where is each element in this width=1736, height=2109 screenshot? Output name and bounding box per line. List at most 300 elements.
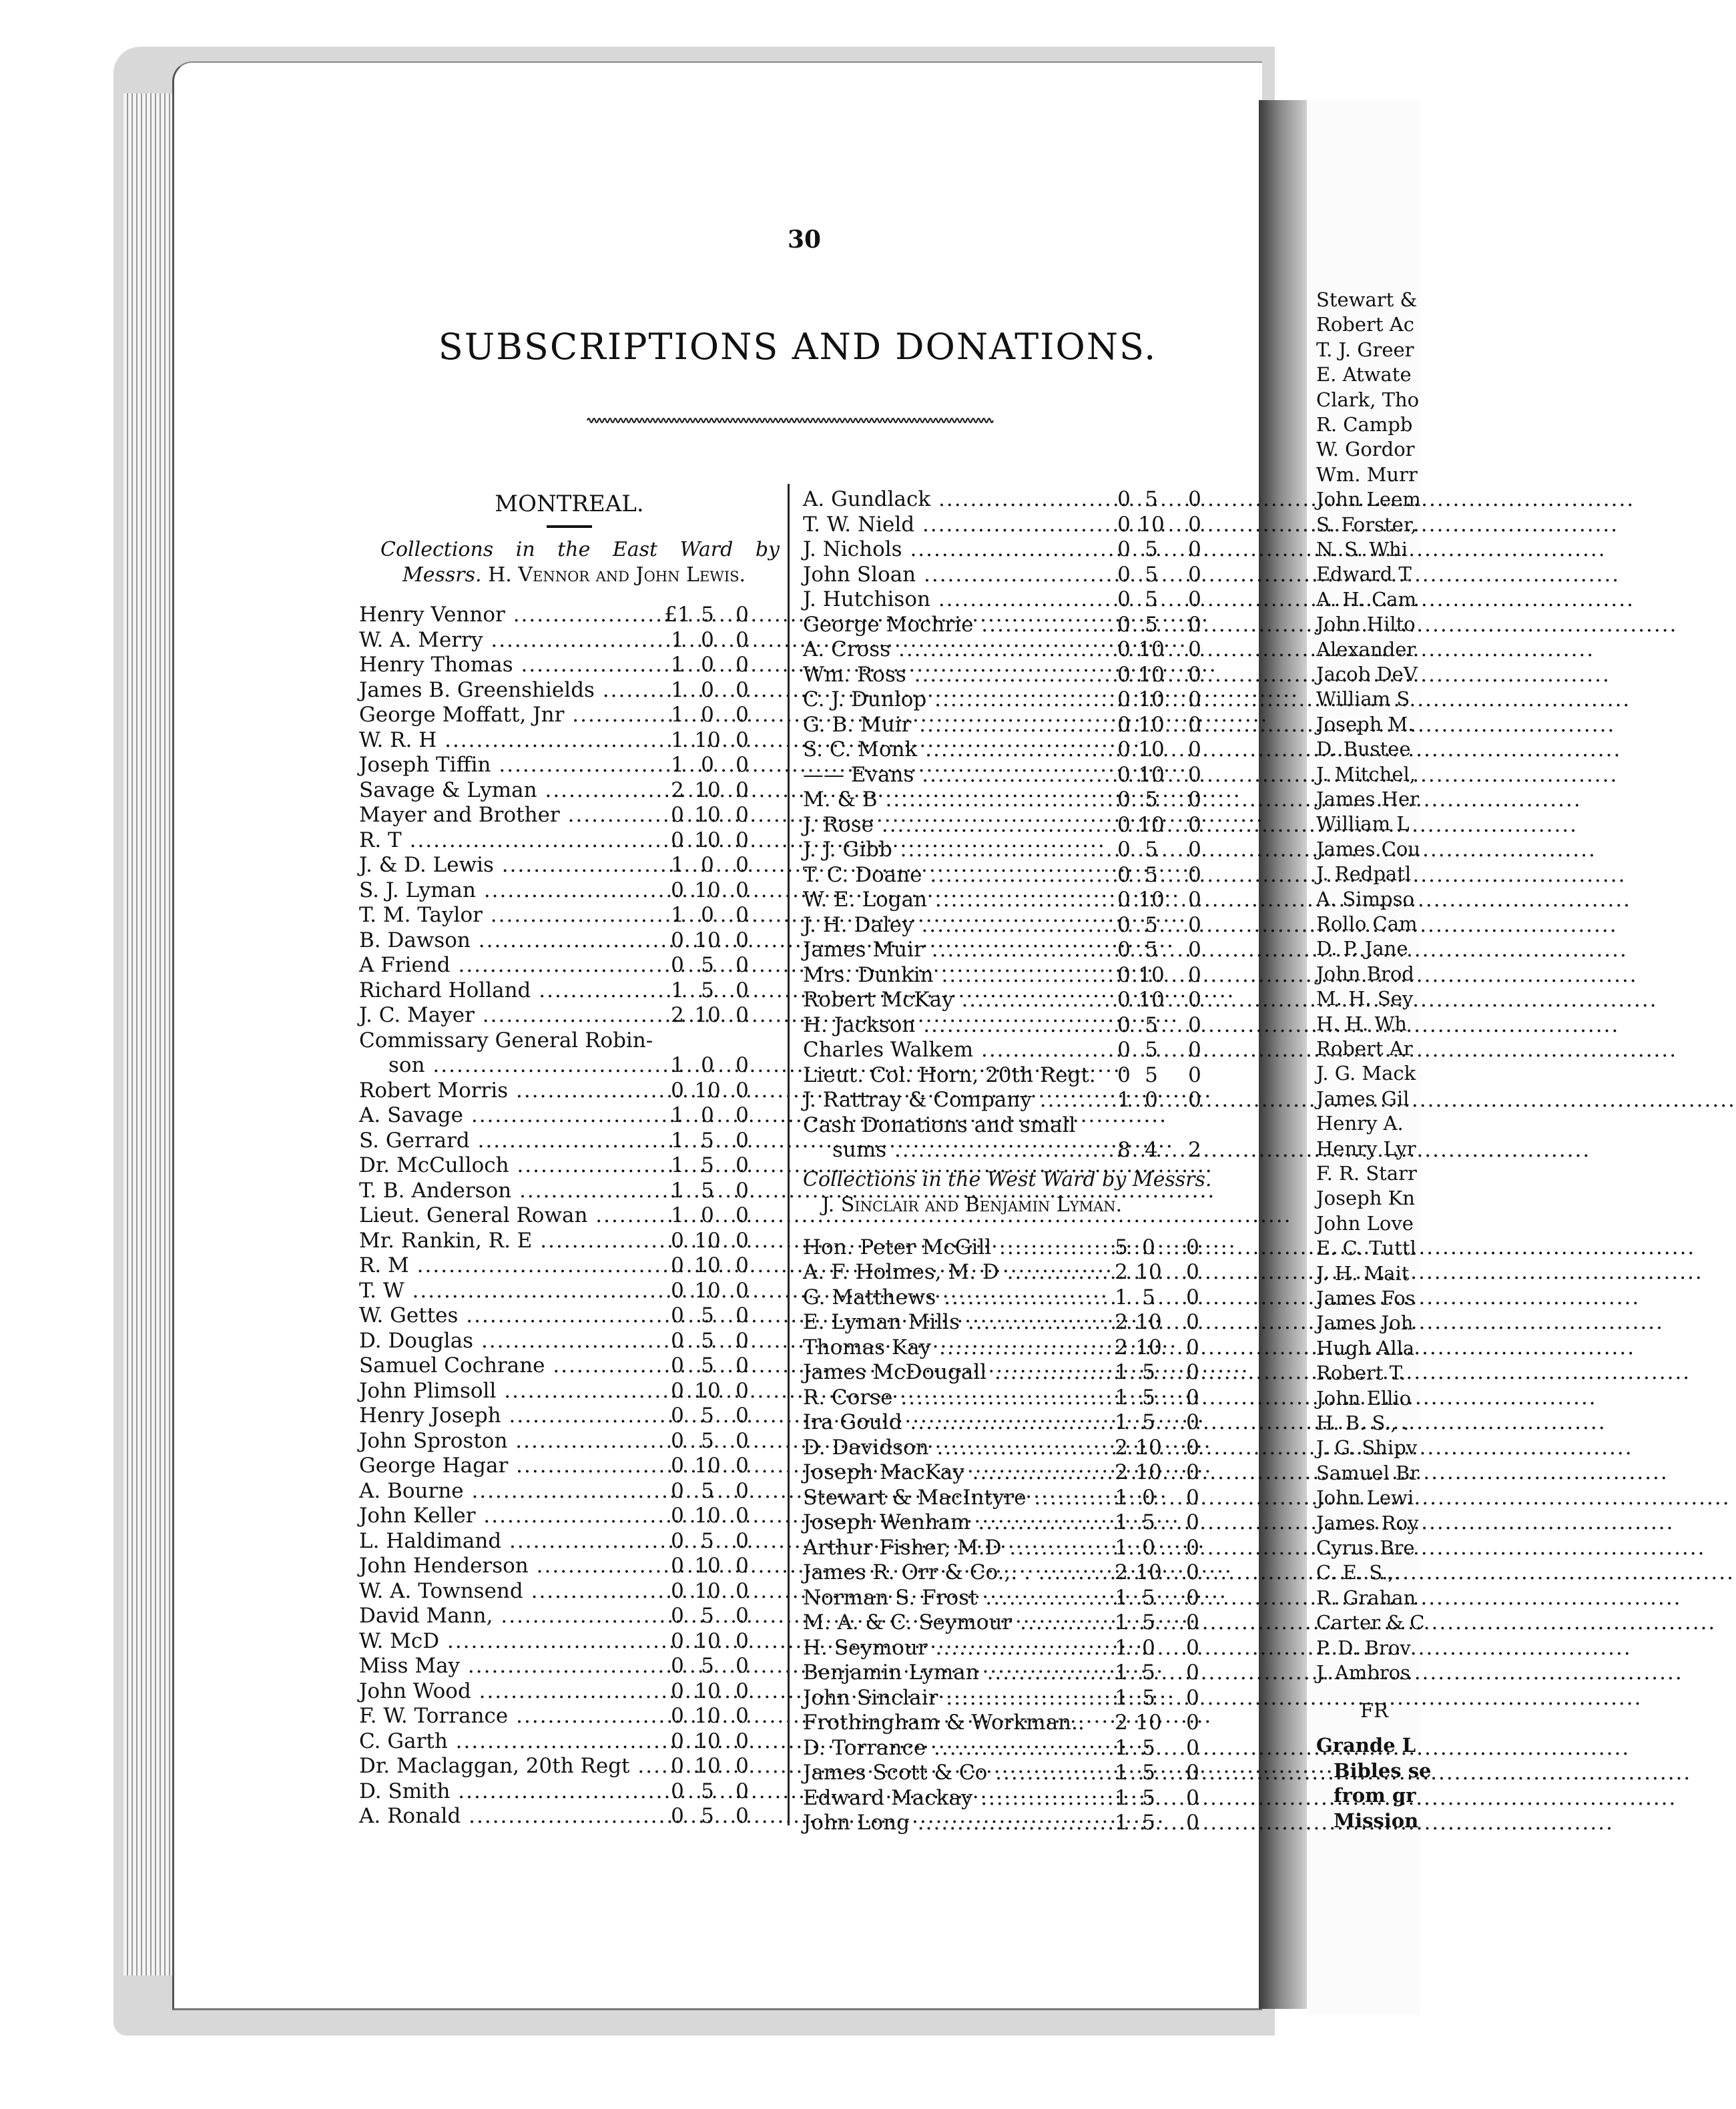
amount-shillings: 5 [1145,788,1158,812]
subscriber-name: Mrs. Dunkin ..... [803,963,1100,988]
amount-shillings: 10 [1138,662,1165,687]
subscription-entry [359,1804,780,1829]
amount-pence: 0 [736,1003,749,1027]
amount-shillings: 10 [1138,988,1165,1012]
subscription-entry [359,1153,780,1179]
subscriber-name: T. C. Doane ..... [803,863,1100,888]
subscriber-name: J. Rattray & Company ..... [803,1088,1100,1113]
amount-shillings: 10 [694,1378,721,1403]
amount-pounds: 2 [1115,1560,1128,1584]
subscription-entry [803,1610,1223,1636]
amount-shillings: 0 [701,1203,714,1227]
subscriber-name: John Sloan ..... [803,563,1100,587]
amount-pence: 0 [736,703,749,727]
subscription-entry [359,728,780,754]
amount-shillings: 0 [1142,1485,1155,1510]
facing-page-line: Cyrus Bre [1316,1536,1415,1559]
amount-pounds: 1 [1117,1088,1131,1112]
amount-pence: 0 [1186,1635,1199,1660]
amount-pence: 0 [1188,1088,1201,1112]
amount-pence: 0 [1186,1460,1199,1484]
amount-pounds: 0 [1117,962,1131,987]
amount-pence: 0 [1188,762,1201,787]
amount-shillings: 10 [694,1578,721,1603]
subscriber-name: Miss May ..... [359,1654,653,1679]
subscription-entry [803,1736,1223,1761]
subscriber-name: James McDougall ..... [803,1360,1100,1385]
subscription-entry [803,637,1223,663]
amount-shillings: 5 [1142,1685,1155,1710]
amount-shillings: 5 [1142,1735,1155,1760]
amount-pence: 0 [1188,812,1201,837]
subscriber-name: John Keller ..... [359,1504,653,1528]
amount-pence: 0 [1188,988,1201,1012]
facing-page-line: N. S. Whi [1316,538,1408,561]
subscription-entry [803,1510,1223,1536]
amount-shillings: 10 [1135,1711,1162,1735]
amount-shillings: 5 [701,1404,714,1428]
facing-page-line: J. G. Shipv [1316,1436,1418,1460]
subscription-entry [803,963,1223,988]
amount-pounds: 1 [1115,1811,1128,1835]
subscription-entry [803,613,1223,638]
amount-pounds: 0 [1117,737,1131,762]
amount-shillings: 5 [1142,1285,1155,1309]
amount-pounds: 2 [1115,1335,1128,1360]
subscriber-name: H. Seymour ..... [803,1636,1100,1661]
subscription-entry [359,978,780,1004]
amount-shillings: 10 [694,1729,721,1753]
amount-pounds: 0 [1117,662,1131,687]
facing-page-line: C. E. S.,. [1316,1561,1400,1584]
amount-pence: 0 [736,928,749,952]
amount-shillings: 5 [1145,938,1158,962]
amount-pounds: 0 [671,1428,684,1453]
amount-pence: 0 [736,1554,749,1578]
amount-pence: 0 [1186,1711,1199,1735]
amount-pounds: 0 [671,1078,684,1103]
subscription-entry [803,563,1223,588]
subscriber-name: T. M. Taylor ..... [359,903,653,928]
facing-page-line: Samuel Br [1316,1461,1420,1484]
subscriber-name: B. Dawson ..... [359,928,653,953]
amount-shillings: 5 [1145,612,1158,637]
subscriber-name: Mr. Rankin, R. E ..... [359,1229,653,1253]
amount-pounds: 0 [671,828,684,852]
amount-shillings: 5 [1142,1585,1155,1610]
subscription-entry [359,1329,780,1354]
subscription-entry [803,1063,1223,1089]
subscriber-name: Benjamin Lyman ..... [803,1661,1100,1685]
amount-pence: 0 [1186,1661,1199,1685]
amount-pounds: 0 [1117,537,1131,561]
amount-pounds: 0 [671,878,684,902]
amount-pounds: 1 [671,1053,684,1077]
amount-shillings: 5 [701,1178,714,1203]
subscription-entry [359,1629,780,1654]
facing-page-line: John Brod [1316,962,1414,985]
amount-shillings: 5 [1145,487,1158,511]
subscription-entry [803,1386,1223,1411]
amount-pounds: 1 [671,677,684,702]
amount-pounds: 1 [1115,1635,1128,1660]
subscriber-name: Dr. McCulloch ..... [359,1153,653,1178]
subscription-entry [359,753,780,778]
subscription-entry [359,1504,780,1529]
subscriber-name: sums ..... [832,1138,1100,1163]
amount-pounds: 0 [1117,562,1131,587]
amount-pence: 0 [736,1203,749,1227]
subscriber-name: R. M ..... [359,1253,653,1278]
facing-page-line: James Gil [1316,1087,1410,1110]
amount-pence: 0 [736,1253,749,1277]
amount-pounds: 0 [1117,487,1131,511]
facing-page-line: Joseph M. [1316,712,1414,735]
amount-pence: 0 [1188,587,1201,611]
subscriber-name: Robert McKay ..... [803,988,1100,1012]
amount-shillings: 0 [701,1103,714,1127]
subscription-entry [803,1038,1223,1063]
facing-page-line: Robert T. [1316,1362,1406,1385]
subscription-entry [359,1353,780,1379]
amount-pounds: 0 [671,1253,684,1277]
subscriber-name: J. H. Daley ..... [803,913,1100,938]
subscription-entry [359,1003,780,1028]
facing-page-line: T. J. Greer [1316,338,1414,361]
amount-shillings: 0 [701,903,714,927]
page-edges [123,93,177,1976]
subscriber-name: C. J. Dunlop ..... [803,687,1100,712]
subscriber-name: Hon. Peter McGill ..... [803,1235,1100,1260]
subscription-entry [359,1454,780,1479]
subscription-entry [359,628,780,653]
amount-pence: 0 [736,603,749,627]
amount-shillings: 5 [1142,1360,1155,1384]
subscriber-name: J. J. Gibb ..... [803,838,1100,862]
facing-page-line: H. H. Wh [1316,1012,1407,1035]
subscriber-name: John Sinclair ..... [803,1686,1100,1711]
amount-pounds: 1 [671,1153,684,1177]
subscriber-name: Lieut. General Rowan ..... [359,1203,653,1228]
subscriber-name: C. Garth ..... [359,1729,653,1754]
amount-pounds: 0 [671,1353,684,1378]
amount-shillings: 5 [1142,1610,1155,1634]
subscriber-name: Henry Thomas ..... [359,653,653,677]
subscription-entry [359,653,780,678]
amount-pounds: 0 [1117,988,1131,1012]
subscriber-name: A. Ronald ..... [359,1804,653,1829]
subscriber-name: John Long ..... [803,1811,1100,1835]
amount-pence: 0 [1188,737,1201,762]
amount-shillings: 10 [694,1278,721,1303]
amount-pounds: 1 [671,627,684,652]
subscriber-name: George Moffatt, Jnr ..... [359,703,653,727]
amount-pounds: 0 [1117,938,1131,962]
amount-pence: 0 [736,1428,749,1453]
subscriber-name: R. T ..... [359,828,653,853]
east-ward-list-continued [803,487,1223,1163]
subscriber-name: W. E. Logan ..... [803,888,1100,912]
subscriber-name: Mayer and Brother ..... [359,803,653,828]
amount-pounds: 8 [1117,1138,1131,1162]
amount-pence: 0 [736,653,749,677]
amount-shillings: 5 [701,1528,714,1553]
amount-shillings: 10 [694,1554,721,1578]
subscription-entry [359,953,780,978]
amount-pence: 0 [736,727,749,752]
subscription-entry [359,1404,780,1429]
facing-page-line: John Leem [1316,488,1421,511]
subscription-entry [803,487,1223,513]
facing-page-line: J. H. Mait [1316,1261,1410,1285]
amount-pence: 0 [1188,938,1201,962]
subscriber-name: George Hagar ..... [359,1454,653,1478]
subscription-entry [359,678,780,703]
facing-page-line: S. Forster, [1316,513,1417,536]
amount-shillings: 10 [694,1628,721,1653]
amount-shillings: 10 [694,778,721,802]
amount-pounds: 0 [1117,587,1131,611]
subscriber-name: George Mochrie ..... [803,613,1100,637]
subscription-entry [803,1260,1223,1285]
amount-pence: 0 [1188,612,1201,637]
subscription-entry [803,1410,1223,1436]
subscription-entry [359,1704,780,1729]
amount-pounds: 0 [671,1378,684,1403]
subscriber-name: Robert Morris ..... [359,1079,653,1103]
facing-page-line: D. Bustee [1316,737,1411,761]
amount-shillings: 5 [1142,1410,1155,1434]
subscriber-name: John Sproston ..... [359,1429,653,1454]
amount-shillings: 5 [1142,1761,1155,1785]
subscriber-name: J. Rose ..... [803,813,1100,838]
facing-page-line: P. D. Brov [1316,1636,1411,1659]
amount-pence: 0 [1186,1735,1199,1760]
amount-pounds: 0 [1117,1038,1131,1062]
subscription-entry [803,1811,1223,1836]
amount-pounds: 0 [1117,637,1131,661]
subscription-entry [359,1779,780,1805]
subscriber-name: —— Evans ..... [803,763,1100,788]
amount-pence: 0 [1186,1535,1199,1560]
subscriber-name: Joseph MacKay ..... [803,1460,1100,1485]
amount-pence: 0 [736,627,749,652]
amount-pounds: 5 [1115,1235,1128,1259]
amount-pence: 0 [1188,487,1201,511]
amount-pounds: 1 [1115,1360,1128,1384]
facing-page-line: R. Campb [1316,413,1413,436]
facing-page-line: W. Gordor [1316,438,1415,461]
amount-pence: 0 [736,1704,749,1728]
subscriber-name: H. Jackson ..... [803,1013,1100,1038]
subscriber-name: Savage & Lyman ..... [359,778,653,803]
amount-pounds: 0 [671,1679,684,1703]
amount-pence: 0 [736,1278,749,1303]
facing-page-line: John Lewi [1316,1486,1414,1510]
subscription-entry [359,1053,780,1079]
facing-page-line: R. Grahan [1316,1586,1416,1609]
subscriber-name: Cash Donations and small [803,1113,1076,1137]
subscription-entry [803,1460,1223,1486]
amount-pounds: 0 [1117,612,1131,637]
subscription-entry [359,1529,780,1554]
subscriber-name: G. Matthews ..... [803,1285,1100,1310]
amount-pence: 0 [1186,1310,1199,1334]
amount-pounds: 0 [1117,1063,1131,1087]
subscriber-name: Stewart & MacIntyre ..... [803,1486,1100,1510]
amount-pounds: 0 [671,1278,684,1303]
facing-page-line: John Love [1316,1211,1414,1235]
subscription-entry [359,603,780,628]
subscriber-name: E. Lyman Mills ..... [803,1310,1100,1335]
subscription-entry [803,663,1223,688]
subscription-entry [803,1088,1223,1113]
west-ward-intro-line2 [822,1193,1223,1218]
amount-shillings: 10 [1138,762,1165,787]
amount-pence: 0 [736,1153,749,1177]
amount-pounds: 1 [671,978,684,1002]
amount-pounds: 0 [1117,788,1131,812]
facing-page-line: Clark, Tho [1316,388,1420,411]
subscriber-name: D. Douglas ..... [359,1329,653,1353]
east-intro-line1: Collections in the East Ward by [380,538,780,561]
amount-shillings: 5 [1145,1012,1158,1037]
subscriber-name: Richard Holland ..... [359,978,653,1003]
amount-shillings: 10 [694,1679,721,1703]
subscriber-name: L. Haldimand ..... [359,1529,653,1554]
amount-pence: 0 [1188,537,1201,561]
amount-pence: 0 [736,1178,749,1203]
amount-pence: 0 [736,1103,749,1127]
amount-shillings: 5 [701,1804,714,1828]
amount-shillings: 0 [701,1053,714,1077]
amount-shillings: 5 [701,1153,714,1177]
amount-pence: 0 [1186,1510,1199,1534]
subscription-entry [803,1586,1223,1611]
subscriber-name: Henry Vennor ..... [359,603,653,627]
facing-page-line: James Fos [1316,1287,1416,1309]
subscription-entry [359,1754,780,1779]
facing-page-line: James Joh [1316,1311,1414,1335]
subscriber-name: Commissary General Robin- [359,1028,653,1052]
amount-shillings: 10 [694,1704,721,1728]
entry-name-continued [803,1113,1223,1139]
page-number: 30 [788,226,822,254]
subscription-entry [803,1486,1223,1511]
amount-pence: 0 [736,803,749,827]
subscription-entry [803,1686,1223,1711]
amount-pounds: 1 [671,727,684,752]
subscription-entry [359,828,780,854]
amount-pounds: 2 [1115,1460,1128,1484]
east-ward-intro-line2 [402,563,780,588]
amount-pounds: 2 [1115,1260,1128,1284]
amount-pence: 0 [1188,838,1201,862]
facing-page-line: John Ellio [1316,1386,1412,1410]
subscriber-name: G. B. Muir ..... [803,713,1100,737]
amount-shillings: 10 [694,727,721,752]
facing-page-line: J. Ambros [1316,1661,1411,1684]
amount-pence: 0 [1188,912,1201,937]
subscription-entry [803,888,1223,913]
subscription-entry [803,1335,1223,1361]
amount-pounds: 1 [1115,1410,1128,1434]
amount-pence: 0 [1188,962,1201,987]
amount-shillings: 5 [1145,537,1158,561]
amount-pence: 0 [1186,1585,1199,1610]
facing-page-line: J. Mitchel, [1316,762,1416,786]
west-ward-list [803,1235,1223,1836]
subscriber-name: T. B. Anderson ..... [359,1179,653,1203]
amount-pounds: 0 [671,1404,684,1428]
amount-shillings: 5 [701,603,714,627]
subscription-entry [803,537,1223,563]
amount-shillings: 10 [1138,687,1165,711]
amount-pence: 0 [736,1679,749,1703]
amount-shillings: 10 [1138,637,1165,661]
east-intro-names: H. Vennor and John Lewis. [488,563,746,587]
amount-pounds: 0 [671,953,684,977]
amount-shillings: 10 [1138,812,1165,837]
subscription-entry [803,687,1223,713]
amount-pence: 0 [1188,637,1201,661]
subscriber-name: M. A. & C. Seymour ..... [803,1610,1100,1635]
amount-shillings: 10 [1135,1435,1162,1460]
facing-page-line: A. Simpso [1316,887,1414,910]
amount-pence: 0 [1186,1610,1199,1634]
amount-shillings: 10 [1135,1335,1162,1360]
amount-pence: 0 [1186,1685,1199,1710]
subscriber-name: Samuel Cochrane ..... [359,1353,653,1378]
amount-pence: 0 [736,903,749,927]
amount-pounds: 1 [1115,1785,1128,1810]
amount-pence: 0 [736,1804,749,1828]
subscriber-name: Charles Walkem ..... [803,1038,1100,1063]
subscription-entry [803,1661,1223,1686]
subscription-entry [359,1279,780,1304]
amount-pence: 0 [1188,687,1201,711]
amount-shillings: 0 [701,853,714,877]
amount-pence: 0 [736,1779,749,1803]
subscriber-name: A Friend ..... [359,953,653,978]
section-heading: MONTREAL. [495,491,644,517]
amount-pence: 0 [1186,1385,1199,1410]
facing-page-line: J. G. Mack [1316,1062,1416,1085]
amount-shillings: 4 [1145,1138,1158,1162]
subscriber-name: J. C. Mayer ..... [359,1003,653,1028]
facing-page-paragraph-line: Bibles se [1334,1759,1432,1782]
subscription-entry [359,1079,780,1104]
amount-shillings: 10 [1135,1460,1162,1484]
amount-pence: 0 [1186,1560,1199,1584]
subscriber-name: S. J. Lyman ..... [359,878,653,903]
amount-shillings: 0 [701,703,714,727]
amount-pounds: 1 [1115,1485,1128,1510]
amount-pence: 0 [736,1504,749,1528]
amount-shillings: 5 [701,1303,714,1327]
facing-page-line: James Cou [1316,837,1421,860]
subscription-entry [359,1203,780,1229]
amount-pounds: 1 [1115,1735,1128,1760]
facing-page-line: James Her [1316,788,1419,810]
amount-shillings: 5 [1142,1661,1155,1685]
amount-shillings: 5 [1142,1385,1155,1410]
facing-page-line: Wm. Murr [1316,463,1418,486]
subscriber-name: W. Gettes ..... [359,1303,653,1328]
subscription-entry [359,1379,780,1404]
amount-pence: 0 [736,1478,749,1503]
subscriber-name: Arthur Fisher, M.D ..... [803,1536,1100,1560]
